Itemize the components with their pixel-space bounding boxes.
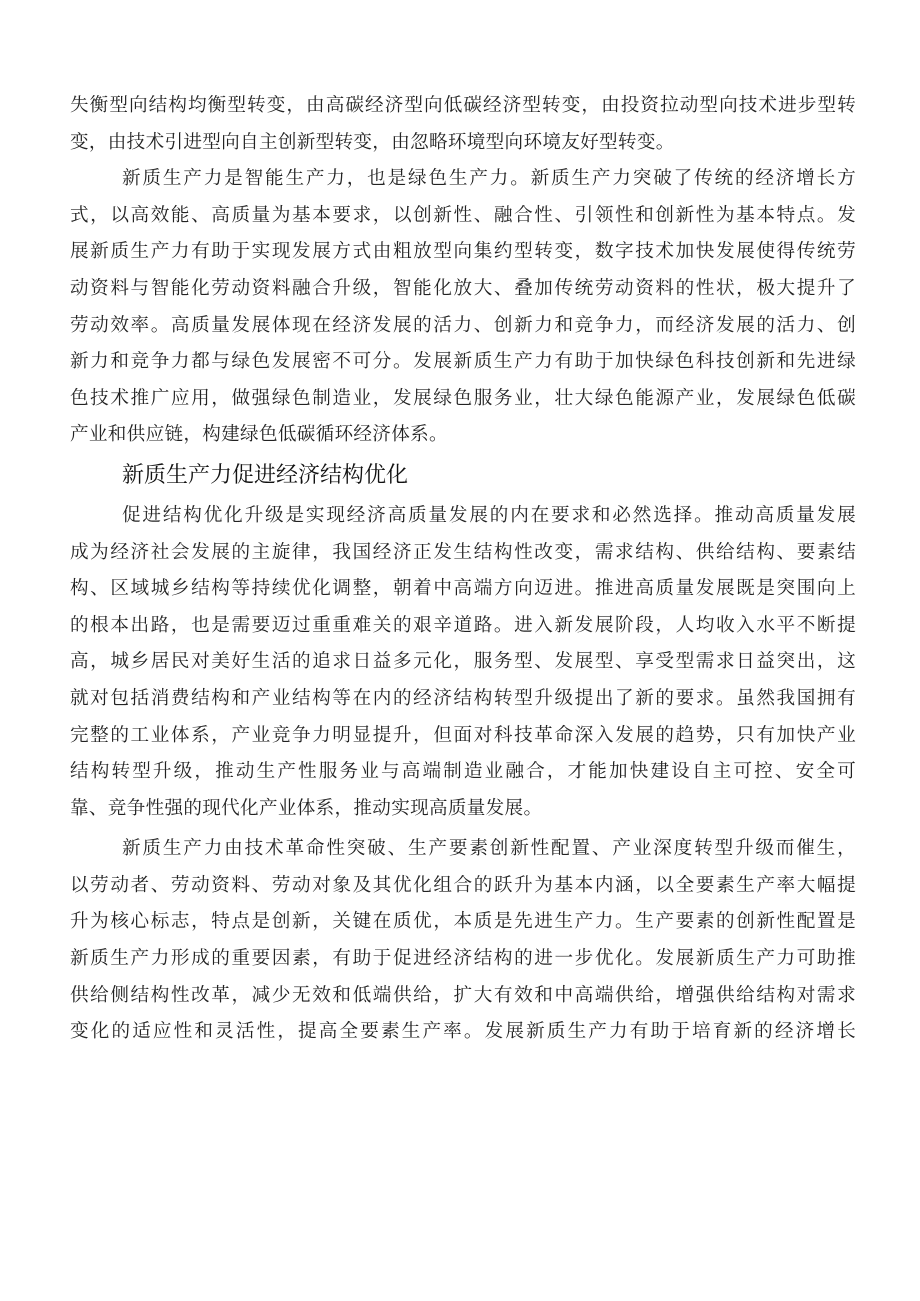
paragraph-line: 变化的适应性和灵活性，提高全要素生产率。发展新质生产力有助于培育新的经济增长 bbox=[70, 1021, 856, 1043]
paragraph-line: 劳动效率。高质量发展体现在经济发展的活力、创新力和竞争力，而经济发展的活力、创 bbox=[70, 314, 856, 336]
paragraph-line: 新质生产力是智能生产力，也是绿色生产力。新质生产力突破了传统的经济增长方 bbox=[122, 168, 856, 190]
paragraph-line: 完整的工业体系，产业竞争力明显提升，但面对科技革命深入发展的趋势，只有加快产业 bbox=[70, 724, 856, 746]
paragraph-line: 式，以高效能、高质量为基本要求，以创新性、融合性、引领性和创新性为基本特点。发 bbox=[70, 204, 856, 226]
paragraph-line: 新质生产力由技术革命性突破、生产要素创新性配置、产业深度转型升级而催生， bbox=[122, 838, 856, 860]
paragraph-line: 展新质生产力有助于实现发展方式由粗放型向集约型转变，数字技术加快发展使得传统劳 bbox=[70, 241, 856, 263]
paragraph-line: 供给侧结构性改革，减少无效和低端供给，扩大有效和中高端供给，增强供给结构对需求 bbox=[70, 984, 856, 1006]
paragraph-line: 失衡型向结构均衡型转变，由高碳经济型向低碳经济型转变，由投资拉动型向技术进步型转 bbox=[70, 95, 856, 116]
paragraph-line: 结构转型升级，推动生产性服务业与高端制造业融合，才能加快建设自主可控、安全可 bbox=[70, 761, 856, 783]
paragraph-line: 靠、竞争性强的现代化产业体系，推动实现高质量发展。 bbox=[70, 797, 543, 819]
paragraph-line: 新质生产力形成的重要因素，有助于促进经济结构的进一步优化。发展新质生产力可助推 bbox=[70, 948, 856, 970]
paragraph-line: 变，由技术引进型向自主创新型转变，由忽略环境型向环境友好型转变。 bbox=[70, 131, 675, 153]
section-paragraph-1 bbox=[70, 498, 856, 827]
paragraph-line: 高，城乡居民对美好生活的追求日益多元化，服务型、发展型、享受型需求日益突出，这 bbox=[70, 651, 856, 673]
paragraph-line: 色技术推广应用，做强绿色制造业，发展绿色服务业，壮大绿色能源产业，发展绿色低碳 bbox=[70, 387, 856, 409]
paragraph-line: 动资料与智能化劳动资料融合升级，智能化放大、叠加传统劳动资料的性状，极大提升了 bbox=[70, 277, 856, 299]
paragraph-line: 就对包括消费结构和产业结构等在内的经济结构转型升级提出了新的要求。虽然我国拥有 bbox=[70, 687, 856, 709]
paragraph-line: 构、区域城乡结构等持续优化调整，朝着中高端方向迈进。推进高质量发展既是突围向上 bbox=[70, 578, 856, 600]
paragraph-line: 成为经济社会发展的主旋律，我国经济正发生结构性改变，需求结构、供给结构、要素结 bbox=[70, 541, 856, 563]
paragraph-1 bbox=[70, 88, 856, 161]
section-heading: 新质生产力促进经济结构优化 bbox=[122, 462, 409, 488]
section-paragraph-2 bbox=[70, 831, 856, 1051]
paragraph-line: 的根本出路，也是需要迈过重重难关的艰辛道路。进入新发展阶段，人均收入水平不断提 bbox=[70, 614, 856, 636]
paragraph-line: 升为核心标志，特点是创新，关键在质优，本质是先进生产力。生产要素的创新性配置是 bbox=[70, 911, 856, 933]
paragraph-line: 促进结构优化升级是实现经济高质量发展的内在要求和必然选择。推动高质量发展 bbox=[122, 504, 856, 526]
paragraph-2 bbox=[70, 161, 856, 454]
paragraph-line: 以劳动者、劳动资料、劳动对象及其优化组合的跃升为基本内涵，以全要素生产率大幅提 bbox=[70, 874, 856, 896]
document-page bbox=[70, 88, 856, 1051]
paragraph-line: 新力和竞争力都与绿色发展密不可分。发展新质生产力有助于加快绿色科技创新和先进绿 bbox=[70, 351, 856, 373]
paragraph-line: 产业和供应链，构建绿色低碳循环经济体系。 bbox=[70, 424, 448, 446]
